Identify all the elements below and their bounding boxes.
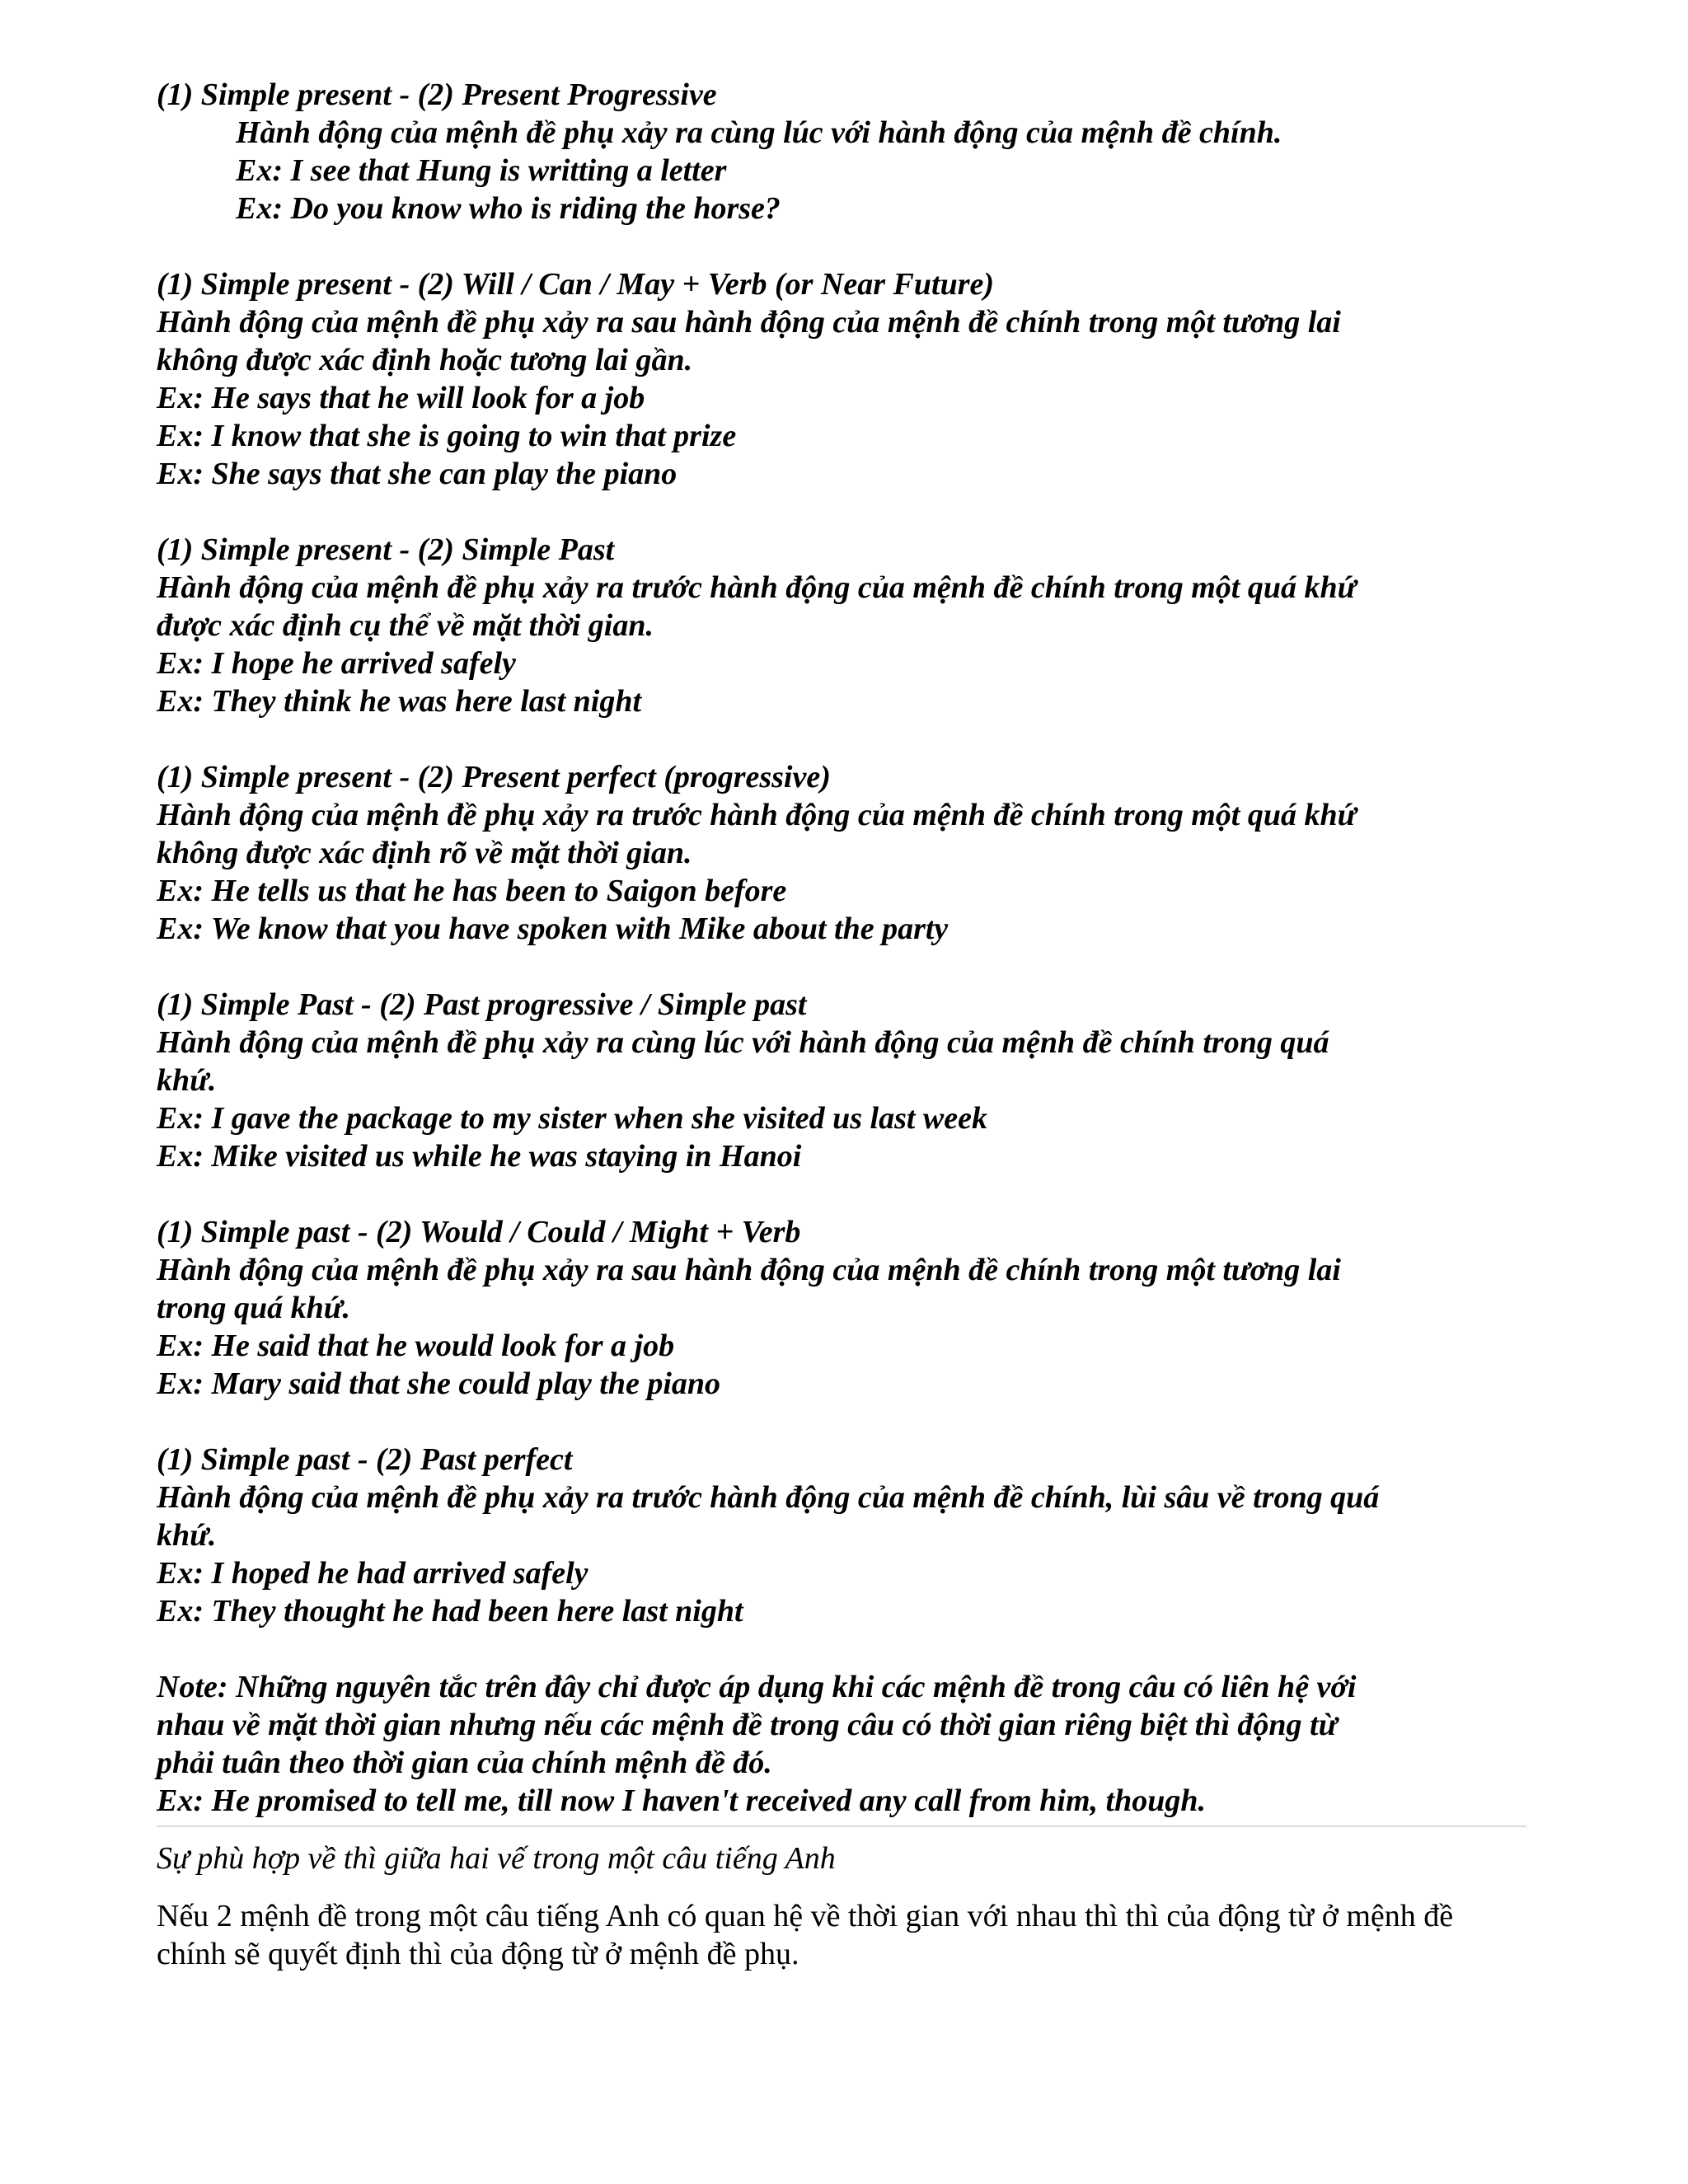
section-description: được xác định cụ thể về mặt thời gian.	[157, 608, 654, 643]
section-body	[236, 114, 1558, 227]
section-simple-present-present-perfect	[157, 758, 1558, 948]
section-example: Ex: We know that you have spoken with Mike about the party	[157, 912, 949, 946]
note-example: Ex: He promised to tell me, till now I haven't received any call from him, though.	[157, 1783, 1206, 1818]
section-simple-present-present-progressive	[157, 76, 1558, 227]
section-example: Ex: He tells us that he has been to Saigon before	[157, 874, 787, 908]
section-description: không được xác định rõ về mặt thời gian.	[157, 836, 692, 870]
section-description: Hành động của mệnh đề phụ xảy ra trước hành động của mệnh đề chính trong một quá khứ	[157, 570, 1357, 605]
section-example: Ex: I see that Hung is writting a letter	[236, 153, 727, 188]
footer-body-line: chính sẽ quyết định thì của động từ ở mệnh đề phụ.	[157, 1937, 799, 1971]
section-description: Hành động của mệnh đề phụ xảy ra sau hành động của mệnh đề chính trong một tương lai	[157, 305, 1341, 340]
section-simple-past-past-perfect	[157, 1441, 1558, 1630]
section-heading: (1) Simple present - (2) Present perfect (progressive)	[157, 760, 831, 794]
section-example: Ex: I hoped he had arrived safely	[157, 1556, 588, 1591]
section-description: trong quá khứ.	[157, 1291, 351, 1325]
section-simple-past-would-could-might	[157, 1213, 1558, 1403]
section-example: Ex: I know that she is going to win that prize	[157, 419, 737, 453]
section-heading: (1) Simple present - (2) Will / Can / May + Verb (or Near Future)	[157, 267, 995, 302]
section-description: khứ.	[157, 1518, 217, 1553]
footer-body	[157, 1897, 1558, 1973]
horizontal-divider	[157, 1825, 1526, 1827]
section-heading: (1) Simple past - (2) Past perfect	[157, 1442, 573, 1477]
note-line: nhau về mặt thời gian nhưng nếu các mệnh đề trong câu có thời gian riêng biệt thì động từ	[157, 1708, 1338, 1742]
section-example: Ex: She says that she can play the piano	[157, 457, 678, 491]
section-example: Ex: I gave the package to my sister when she visited us last week	[157, 1101, 988, 1136]
section-description: Hành động của mệnh đề phụ xảy ra trước hành động của mệnh đề chính, lùi sâu về trong quá	[157, 1480, 1380, 1515]
section-description: Hành động của mệnh đề phụ xảy ra cùng lúc với hành động của mệnh đề chính.	[236, 115, 1282, 150]
section-example: Ex: They thought he had been here last night	[157, 1594, 743, 1629]
section-heading: (1) Simple present - (2) Simple Past	[157, 532, 615, 567]
section-example: Ex: Mike visited us while he was staying in Hanoi	[157, 1139, 802, 1174]
section-example: Ex: He said that he would look for a job	[157, 1329, 675, 1363]
note-line: phải tuân theo thời gian của chính mệnh đề đó.	[157, 1746, 772, 1780]
footer-title: Sự phù hợp về thì giữa hai vế trong một câu tiếng Anh	[157, 1841, 836, 1876]
section-example: Ex: Do you know who is riding the horse?	[236, 191, 781, 226]
section-description: không được xác định hoặc tương lai gần.	[157, 343, 693, 377]
section-example: Ex: He says that he will look for a job	[157, 381, 645, 415]
section-heading: (1) Simple Past - (2) Past progressive / Simple past	[157, 987, 807, 1022]
section-description: Hành động của mệnh đề phụ xảy ra cùng lúc với hành động của mệnh đề chính trong quá	[157, 1025, 1329, 1060]
document-content	[157, 76, 1558, 1820]
section-simple-past-past-progressive	[157, 986, 1558, 1175]
section-example: Ex: They think he was here last night	[157, 684, 642, 719]
section-heading: (1) Simple past - (2) Would / Could / Might + Verb	[157, 1215, 801, 1249]
section-description: khứ.	[157, 1063, 217, 1098]
section-heading: (1) Simple present - (2) Present Progressive	[157, 77, 717, 112]
section-example: Ex: I hope he arrived safely	[157, 646, 516, 681]
note-line: Note: Những nguyên tắc trên đây chỉ được áp dụng khi các mệnh đề trong câu có liên hệ với	[157, 1670, 1357, 1704]
note-block	[157, 1668, 1558, 1820]
section-description: Hành động của mệnh đề phụ xảy ra sau hành động của mệnh đề chính trong một tương lai	[157, 1253, 1341, 1287]
section-simple-present-future	[157, 265, 1558, 493]
section-description: Hành động của mệnh đề phụ xảy ra trước hành động của mệnh đề chính trong một quá khứ	[157, 798, 1357, 832]
section-simple-present-simple-past	[157, 531, 1558, 720]
footer-body-line: Nếu 2 mệnh đề trong một câu tiếng Anh có quan hệ về thời gian với nhau thì thì của động từ ở mệnh đề	[157, 1899, 1454, 1933]
section-example: Ex: Mary said that she could play the piano	[157, 1366, 721, 1401]
